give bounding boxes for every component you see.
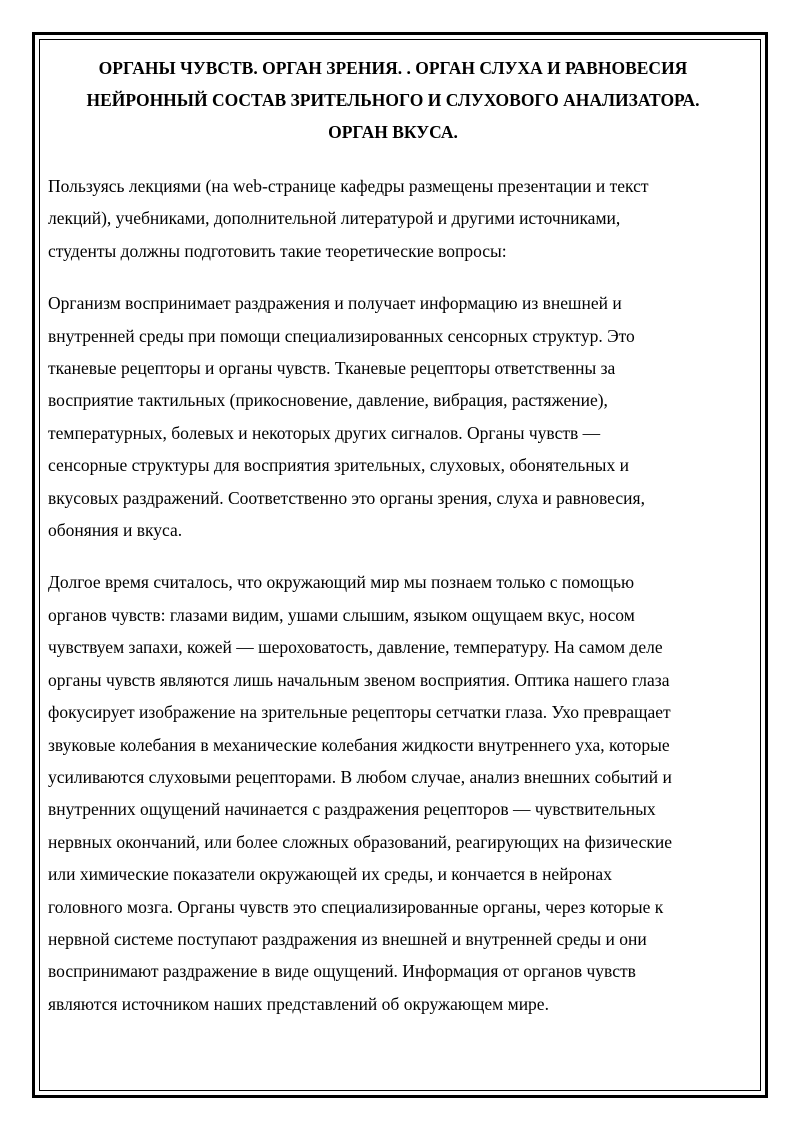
title-line: НЕЙРОННЫЙ СОСТАВ ЗРИТЕЛЬНОГО И СЛУХОВОГО АНАЛИЗАТОРА.	[86, 90, 700, 110]
text-line: вкусовых раздражений. Соответственно это органы зрения, слуха и равновесия,	[48, 487, 645, 508]
text-line: внутренних ощущений начинается с раздражения рецепторов — чувствительных	[48, 799, 656, 820]
title-line: ОРГАНЫ ЧУВСТВ. ОРГАН ЗРЕНИЯ. . ОРГАН СЛУХА И РАВНОВЕСИЯ	[98, 58, 688, 78]
text-line: фокусирует изображение на зрительные рецепторы сетчатки глаза. Ухо превращает	[48, 702, 671, 723]
text-line: или химические показатели окружающей их среды, и кончается в нейронах	[48, 864, 612, 885]
text-line: усиливаются слуховыми рецепторами. В любом случае, анализ внешних событий и	[48, 766, 672, 787]
text-line: студенты должны подготовить такие теоретические вопросы:	[48, 240, 507, 261]
text-line: тканевые рецепторы и органы чувств. Тканевые рецепторы ответственны за	[48, 358, 616, 379]
text-line: обоняния и вкуса.	[48, 520, 183, 541]
title-line: ОРГАН ВКУСА.	[328, 122, 458, 142]
text-line: звуковые колебания в механические колебания жидкости внутреннего уха, которые	[48, 734, 670, 755]
text-line: нервных окончаний, или более сложных образований, реагирующих на физические	[48, 831, 672, 852]
text-line: внутренней среды при помощи специализированных сенсорных структур. Это	[48, 325, 635, 346]
text-line: температурных, болевых и некоторых других сигналов. Органы чувств —	[48, 422, 601, 443]
document-body	[48, 52, 738, 1020]
paragraph-receptors	[48, 287, 738, 546]
text-line: органов чувств: глазами видим, ушами слышим, языком ощущаем вкус, носом	[48, 604, 635, 625]
text-line: головного мозга. Органы чувств это специализированные органы, через которые к	[48, 896, 664, 917]
text-line: органы чувств являются лишь начальным звеном восприятия. Оптика нашего глаза	[48, 669, 670, 690]
paragraph-perception	[48, 566, 738, 1020]
text-line: Долгое время считалось, что окружающий мир мы познаем только с помощью	[48, 572, 635, 593]
text-line: являются источником наших представлений об окружающем мире.	[48, 993, 549, 1014]
text-line: воспринимают раздражение в виде ощущений. Информация от органов чувств	[48, 961, 636, 982]
text-line: восприятие тактильных (прикосновение, давление, вибрация, растяжение),	[48, 390, 608, 411]
text-line: нервной системе поступают раздражения из внешней и внутренней среды и они	[48, 928, 647, 949]
paragraph-intro	[48, 170, 738, 267]
document-title	[48, 52, 738, 148]
text-line: сенсорные структуры для восприятия зрительных, слуховых, обонятельных и	[48, 455, 629, 476]
text-line: чувствуем запахи, кожей — шероховатость, давление, температуру. На самом деле	[48, 637, 663, 658]
text-line: лекций), учебниками, дополнительной литературой и другими источниками,	[48, 208, 621, 229]
text-line: Организм воспринимает раздражения и получает информацию из внешней и	[48, 293, 622, 314]
text-line: Пользуясь лекциями (на web-странице кафедры размещены презентации и текст	[48, 176, 649, 196]
